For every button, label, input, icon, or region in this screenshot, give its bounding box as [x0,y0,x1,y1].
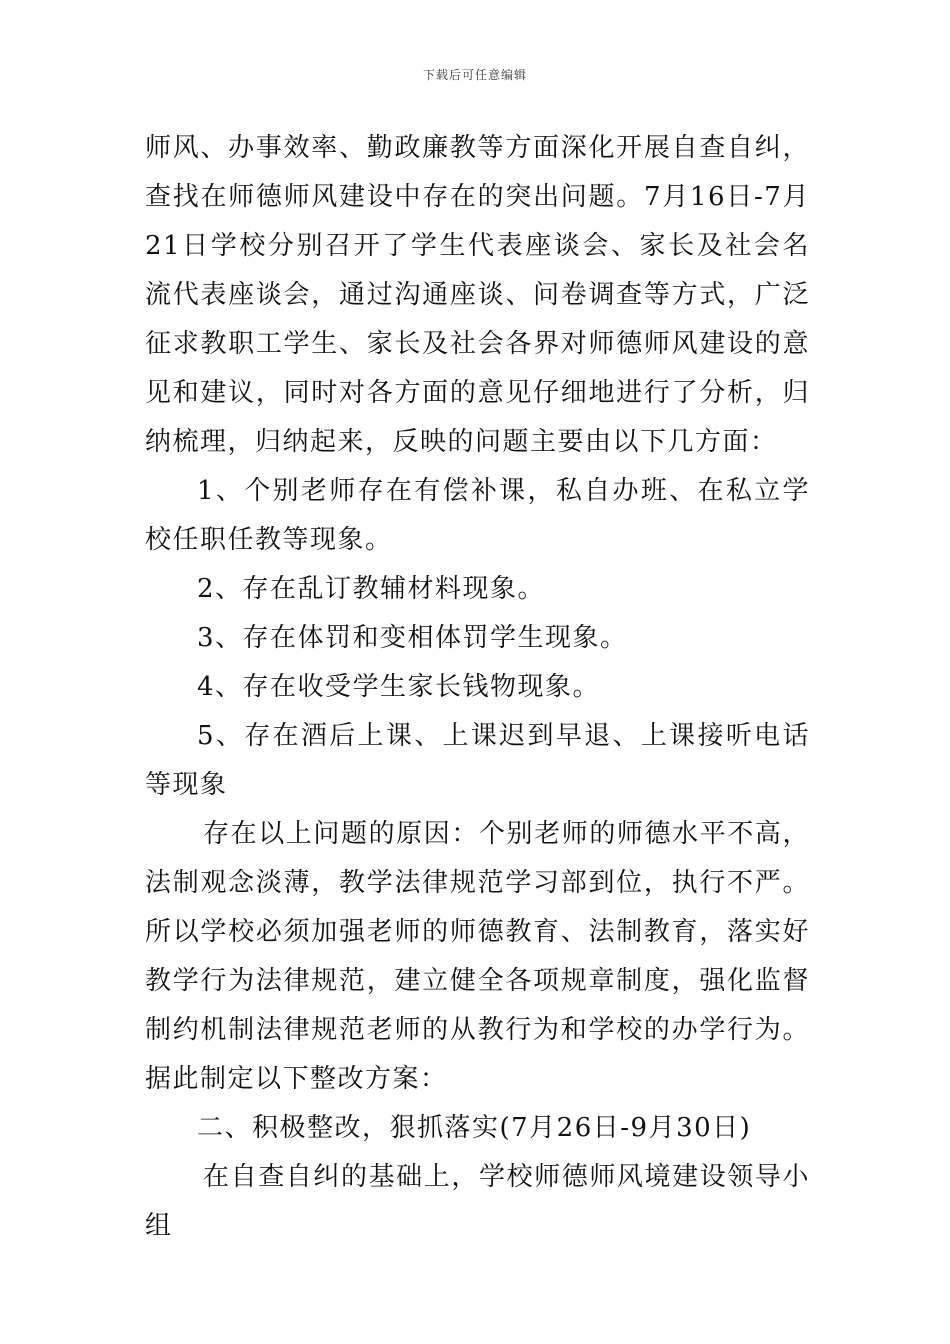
paragraph-causes: 存在以上问题的原因：个别老师的师德水平不高，法制观念淡薄，教学法律规范学习部到位，执行不严。所以学校必须加强老师的师德教育、法制教育，落实好教学行为法律规范，建立健全各项规章制度，强化监督制约机制法律规范老师的从教行为和学校的办学行为。据此制定以下整改方案： [145,819,810,1094]
list-item-issue-3: 3、存在体罚和变相体罚学生现象。 [197,623,628,653]
list-item-issue-5: 5、存在酒后上课、上课迟到早退、上课接听电话等现象 [145,721,810,800]
list-item-issue-1: 1、个别老师存在有偿补课，私自办班、在私立学校任职任教等现象。 [145,476,810,555]
section-heading-rectification: 二、积极整改，狠抓落实(7月26日-9月30日) [197,1113,752,1143]
list-item-issue-4: 4、存在收受学生家长钱物现象。 [197,672,601,702]
document-body [145,124,810,1251]
header-note: 下载后可任意编辑 [422,68,527,82]
paragraph-rectification-start: 在自查自纠的基础上，学校师德师风境建设领导小组 [145,1162,810,1241]
paragraph-self-inspection: 师风、办事效率、勤政廉教等方面深化开展自查自纠，查找在师德师风建设中存在的突出问题。7月16日-7月21日学校分别召开了学生代表座谈会、家长及社会名流代表座谈会，通过沟通座谈、问卷调查等方式，广泛征求教职工学生、家长及社会各界对师德师风建设的意见和建议，同时对各方面的意见仔细地进行了分析，归纳梳理，归纳起来，反映的问题主要由以下几方面： [145,133,810,457]
list-item-issue-2: 2、存在乱订教辅材料现象。 [197,574,546,604]
